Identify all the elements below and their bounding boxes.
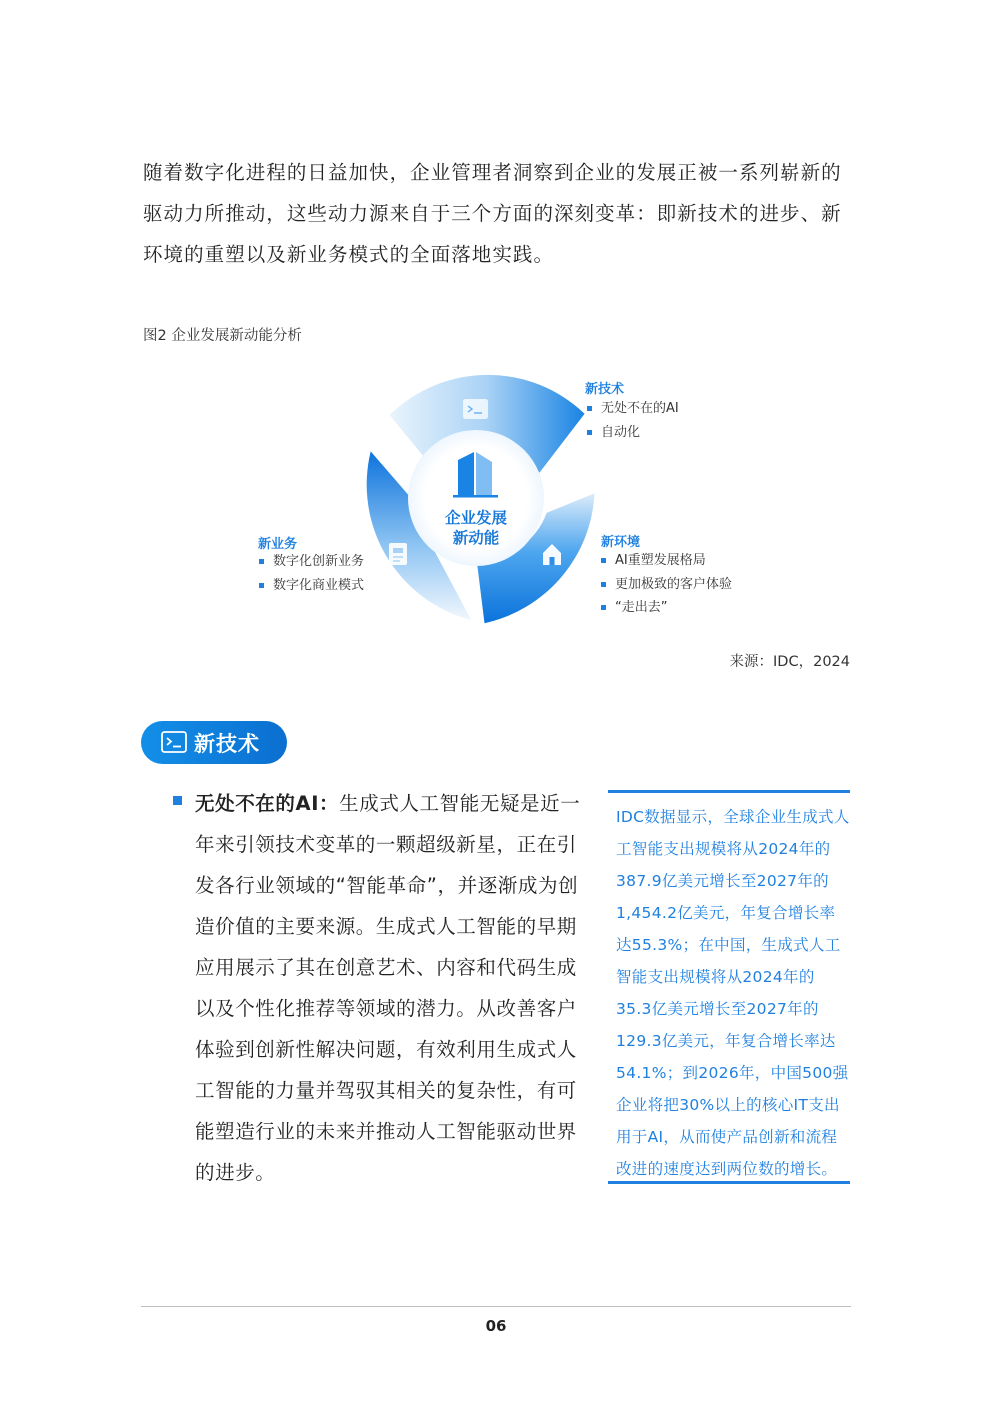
biz-item: 数字化创新业务: [259, 550, 364, 574]
figure-source: 来源：IDC，2024: [729, 654, 850, 670]
section-paragraph: [195, 783, 589, 1193]
page-number: 06: [485, 1317, 507, 1335]
growth-drivers-diagram: [0, 360, 992, 640]
ring-diagram: [0, 360, 992, 640]
tech-title: 新技术: [585, 382, 625, 397]
tech-list: [587, 397, 679, 444]
document-icon: [389, 543, 407, 565]
env-item: “走出去”: [601, 596, 732, 620]
terminal-icon: [161, 731, 187, 753]
intro-paragraph: 随着数字化进程的日益加快，企业管理者洞察到企业的发展正被一系列崭新的驱动力所推动，这些动力源来自于三个方面的深刻变革：即新技术的进步、新环境的重塑以及新业务模式的全面落地实践。: [143, 161, 842, 266]
biz-title: 新业务: [258, 537, 298, 552]
section-title: 新技术: [194, 732, 260, 756]
bullet-lead: 无处不在的AI：: [195, 792, 340, 815]
callout-text: IDC数据显示，全球企业生成式人工智能支出规模将从2024年的387.9亿美元增长至2027年的1,454.2亿美元，年复合增长率达55.3%；在中国，生成式人工智能支出规模将从2024年的35.3亿美元增长至2027年的129.3亿美元，年复合增长率达54.1%；到2026年，中国500强企业将把30%以上的核心IT支出用于AI，从而使产品创新和流程改进的速度达到两位数的增长。: [616, 808, 850, 1178]
footer-divider: [141, 1306, 851, 1307]
center-label-line1: 企业发展: [444, 509, 508, 527]
env-list: [601, 549, 732, 620]
section-heading-pill: [141, 721, 287, 764]
bullet-marker: [173, 796, 182, 805]
biz-list: [259, 550, 364, 597]
env-item: 更加极致的客户体验: [601, 573, 732, 597]
terminal-icon: [463, 399, 488, 419]
tech-item: 无处不在的AI: [587, 397, 679, 421]
env-item: AI重塑发展格局: [601, 549, 732, 573]
idc-callout-box: [608, 790, 850, 1184]
center-label-line2: 新动能: [452, 529, 500, 547]
biz-item: 数字化商业模式: [259, 574, 364, 598]
bullet-body: 生成式人工智能无疑是近一年来引领技术变革的一颗超级新星，正在引发各行业领域的“智能革命”，并逐渐成为创造价值的主要来源。生成式人工智能的早期应用展示了其在创意艺术、内容和代码生成以及个性化推荐等领域的潜力。从改善客户体验到创新性解决问题，有效利用生成式人工智能的力量并驾驭其相关的复杂性，有可能塑造行业的未来并推动人工智能驱动世界的进步。: [195, 792, 581, 1184]
env-title: 新环境: [601, 535, 641, 550]
figure-caption: 图2 企业发展新动能分析: [143, 328, 302, 344]
tech-item: 自动化: [587, 421, 679, 445]
